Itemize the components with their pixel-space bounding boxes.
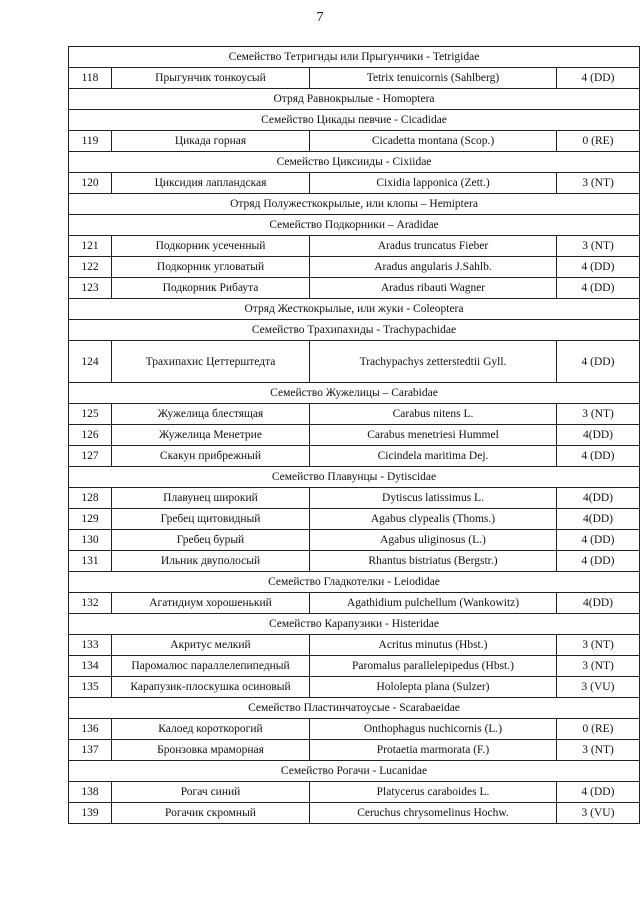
species-latin-name: Agabus clypealis (Thoms.) (310, 509, 557, 530)
species-status: 4(DD) (557, 425, 640, 446)
species-latin-name: Agathidium pulchellum (Wankowitz) (310, 593, 557, 614)
species-number: 126 (69, 425, 112, 446)
species-russian-name: Трахипахис Цеттерштедта (112, 341, 310, 383)
species-russian-name: Калоед короткорогий (112, 719, 310, 740)
species-number: 130 (69, 530, 112, 551)
taxon-header-row (69, 761, 640, 782)
species-russian-name: Бронзовка мраморная (112, 740, 310, 761)
species-status: 4(DD) (557, 509, 640, 530)
species-status: 4 (DD) (557, 530, 640, 551)
taxon-header-row (69, 152, 640, 173)
species-status: 0 (RE) (557, 131, 640, 152)
species-latin-name: Ceruchus chrysomelinus Hochw. (310, 803, 557, 824)
table-row (69, 677, 640, 698)
taxon-header: Семейство Плавунцы - Dytiscidae (69, 467, 640, 488)
species-latin-name: Cixidia lapponica (Zett.) (310, 173, 557, 194)
species-number: 127 (69, 446, 112, 467)
red-book-species-table (68, 46, 640, 824)
table-row (69, 404, 640, 425)
species-latin-name: Aradus truncatus Fieber (310, 236, 557, 257)
species-number: 125 (69, 404, 112, 425)
table-row (69, 530, 640, 551)
taxon-header: Семейство Пластинчатоусые - Scarabaeidae (69, 698, 640, 719)
species-latin-name: Paromalus parallelepipedus (Hbst.) (310, 656, 557, 677)
species-latin-name: Cicadetta montana (Scop.) (310, 131, 557, 152)
species-status: 3 (VU) (557, 677, 640, 698)
species-number: 118 (69, 68, 112, 89)
species-latin-name: Aradus ribauti Wagner (310, 278, 557, 299)
species-status: 3 (NT) (557, 404, 640, 425)
taxon-header-row (69, 299, 640, 320)
species-latin-name: Dytiscus latissimus L. (310, 488, 557, 509)
species-number: 120 (69, 173, 112, 194)
taxon-header: Отряд Равнокрылые - Homoptera (69, 89, 640, 110)
taxon-header-row (69, 698, 640, 719)
species-number: 119 (69, 131, 112, 152)
species-status: 3 (NT) (557, 740, 640, 761)
taxon-header: Семейство Циксииды - Cixiidae (69, 152, 640, 173)
table-row (69, 782, 640, 803)
species-status: 4 (DD) (557, 551, 640, 572)
species-russian-name: Ильник двуполосый (112, 551, 310, 572)
taxon-header-row (69, 383, 640, 404)
species-status: 4 (DD) (557, 68, 640, 89)
taxon-header-row (69, 194, 640, 215)
taxon-header: Семейство Подкорники – Aradidae (69, 215, 640, 236)
species-latin-name: Acritus minutus (Hbst.) (310, 635, 557, 656)
species-russian-name: Рогач синий (112, 782, 310, 803)
species-russian-name: Цикада горная (112, 131, 310, 152)
table-row (69, 446, 640, 467)
species-number: 124 (69, 341, 112, 383)
taxon-header-row (69, 467, 640, 488)
species-latin-name: Carabus menetriesi Hummel (310, 425, 557, 446)
species-latin-name: Cicindela maritima Dej. (310, 446, 557, 467)
table-row (69, 236, 640, 257)
species-russian-name: Плавунец широкий (112, 488, 310, 509)
species-status: 4 (DD) (557, 278, 640, 299)
species-number: 133 (69, 635, 112, 656)
species-number: 131 (69, 551, 112, 572)
table-row (69, 425, 640, 446)
taxon-header: Семейство Цикады певчие - Cicadidae (69, 110, 640, 131)
taxon-header-row (69, 215, 640, 236)
species-russian-name: Акритус мелкий (112, 635, 310, 656)
species-latin-name: Onthophagus nuchicornis (L.) (310, 719, 557, 740)
table-body (69, 47, 640, 824)
species-russian-name: Жужелица блестящая (112, 404, 310, 425)
species-status: 4 (DD) (557, 782, 640, 803)
species-number: 132 (69, 593, 112, 614)
taxon-header: Семейство Жужелицы – Carabidae (69, 383, 640, 404)
table-row (69, 656, 640, 677)
taxon-header-row (69, 110, 640, 131)
species-latin-name: Hololepta plana (Sulzer) (310, 677, 557, 698)
species-russian-name: Гребец бурый (112, 530, 310, 551)
species-latin-name: Protaetia marmorata (F.) (310, 740, 557, 761)
species-russian-name: Подкорник угловатый (112, 257, 310, 278)
species-russian-name: Подкорник усеченный (112, 236, 310, 257)
species-russian-name: Циксидия лапландская (112, 173, 310, 194)
species-latin-name: Platycerus caraboides L. (310, 782, 557, 803)
taxon-header-row (69, 47, 640, 68)
taxon-header: Отряд Жесткокрылые, или жуки - Coleoptera (69, 299, 640, 320)
species-status: 3 (NT) (557, 635, 640, 656)
species-status: 3 (VU) (557, 803, 640, 824)
species-latin-name: Agabus uliginosus (L.) (310, 530, 557, 551)
species-status: 3 (NT) (557, 656, 640, 677)
table-row (69, 803, 640, 824)
species-number: 134 (69, 656, 112, 677)
species-russian-name: Жужелица Менетрие (112, 425, 310, 446)
table-row (69, 488, 640, 509)
taxon-header: Семейство Гладкотелки - Leiodidae (69, 572, 640, 593)
species-number: 123 (69, 278, 112, 299)
species-latin-name: Rhantus bistriatus (Bergstr.) (310, 551, 557, 572)
species-number: 139 (69, 803, 112, 824)
taxon-header: Семейство Рогачи - Lucanidae (69, 761, 640, 782)
species-number: 138 (69, 782, 112, 803)
species-russian-name: Паромалюс параллелепипедный (112, 656, 310, 677)
table-row (69, 740, 640, 761)
table-row (69, 509, 640, 530)
species-number: 128 (69, 488, 112, 509)
species-latin-name: Tetrix tenuicornis (Sahlberg) (310, 68, 557, 89)
species-russian-name: Агатидиум хорошенький (112, 593, 310, 614)
species-status: 0 (RE) (557, 719, 640, 740)
taxon-header: Семейство Трахипахиды - Trachypachidae (69, 320, 640, 341)
species-status: 4 (DD) (557, 446, 640, 467)
species-number: 137 (69, 740, 112, 761)
table-row (69, 551, 640, 572)
species-status: 4(DD) (557, 488, 640, 509)
species-russian-name: Подкорник Рибаута (112, 278, 310, 299)
taxon-header-row (69, 572, 640, 593)
taxon-header: Семейство Карапузики - Histeridae (69, 614, 640, 635)
species-number: 121 (69, 236, 112, 257)
species-status: 3 (NT) (557, 173, 640, 194)
table-row (69, 257, 640, 278)
species-russian-name: Гребец щитовидный (112, 509, 310, 530)
species-status: 4(DD) (557, 593, 640, 614)
species-number: 122 (69, 257, 112, 278)
page-number: 7 (316, 10, 324, 25)
table-row (69, 593, 640, 614)
species-latin-name: Carabus nitens L. (310, 404, 557, 425)
table-row (69, 719, 640, 740)
table-row (69, 635, 640, 656)
table-row (69, 278, 640, 299)
taxon-header: Отряд Полужесткокрылые, или клопы – Hemiptera (69, 194, 640, 215)
taxon-header-row (69, 320, 640, 341)
species-status: 4 (DD) (557, 341, 640, 383)
table-row (69, 173, 640, 194)
species-latin-name: Trachypachys zetterstedtii Gyll. (310, 341, 557, 383)
species-status: 4 (DD) (557, 257, 640, 278)
species-status: 3 (NT) (557, 236, 640, 257)
table-row (69, 341, 640, 383)
species-russian-name: Рогачик скромный (112, 803, 310, 824)
table-row (69, 131, 640, 152)
species-number: 136 (69, 719, 112, 740)
taxon-header-row (69, 614, 640, 635)
species-latin-name: Aradus angularis J.Sahlb. (310, 257, 557, 278)
taxon-header-row (69, 89, 640, 110)
table-row (69, 68, 640, 89)
species-russian-name: Скакун прибрежный (112, 446, 310, 467)
taxon-header: Семейство Тетригиды или Прыгунчики - Tetrigidae (69, 47, 640, 68)
species-number: 135 (69, 677, 112, 698)
species-russian-name: Прыгунчик тонкоусый (112, 68, 310, 89)
species-russian-name: Карапузик-плоскушка осиновый (112, 677, 310, 698)
species-number: 129 (69, 509, 112, 530)
